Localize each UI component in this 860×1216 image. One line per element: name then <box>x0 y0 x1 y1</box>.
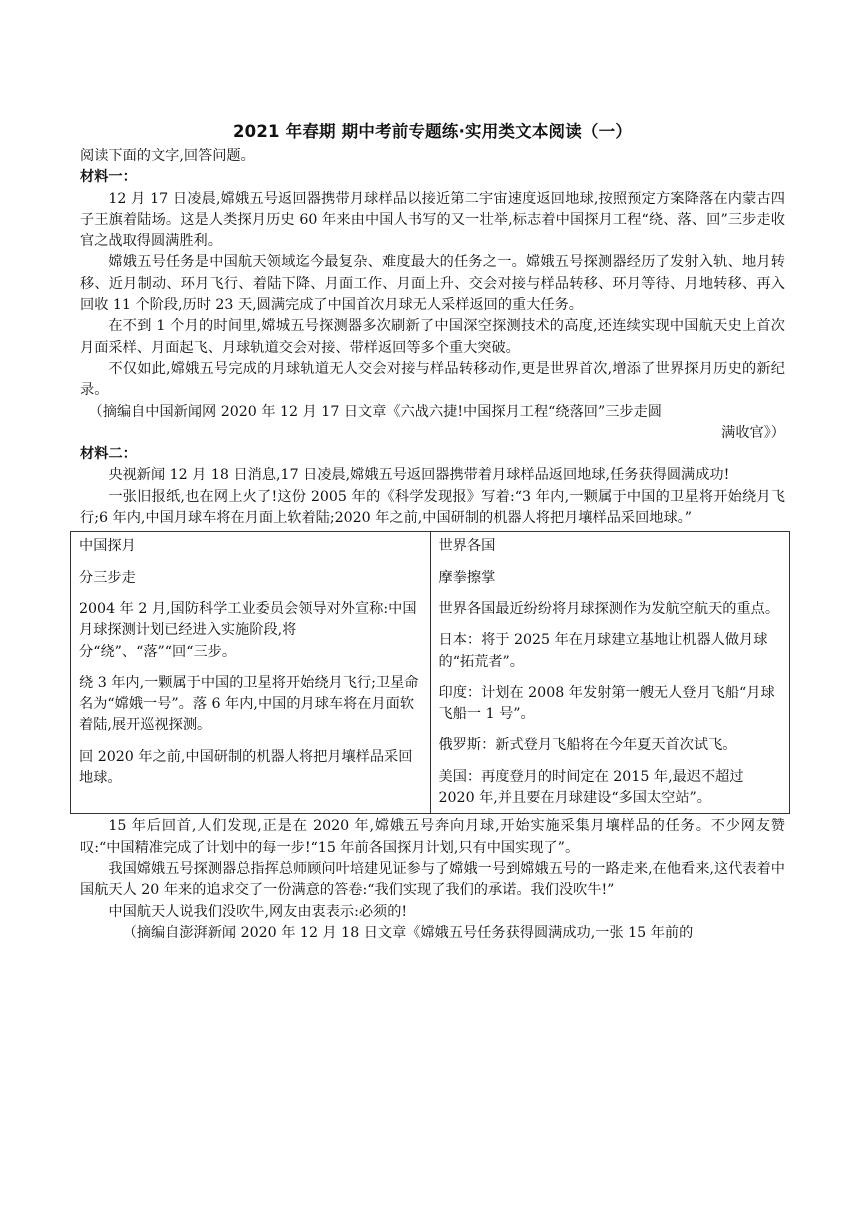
comparison-table <box>70 531 790 814</box>
cell-text: 中国探月 <box>79 538 136 555</box>
cell-text: 世界各国最近纷纷将月球探测作为发航空航天的重点。 <box>438 600 780 617</box>
cell-text: 俄罗斯：新式登月飞船将在今年夏天首次试飞。 <box>438 737 737 754</box>
cell-text: 回 2020 年之前,中国研制的机器人将把月壤样品采回地球。 <box>79 748 413 787</box>
cell-text: 世界各国 <box>438 538 496 555</box>
material2-paragraph: 中国航天人说我们没吹牛,网友由衷表示:必须的! <box>108 903 408 920</box>
cell-text: 摩拳擦掌 <box>438 569 496 586</box>
cell-text: 分三步走 <box>79 569 136 586</box>
material1-paragraph: 嫦娥五号任务是中国航天领域迄今最复杂、难度最大的任务之一。嫦娥五号探测器经历了发射入轨、地月转移、近月制动、环月飞行、着陆下降、月面工作、月面上升、交会对接与样品转移、环月等待、月地转移、再入回收 11 个阶段,历时 23 天,圆满完成了中国首次月球无人采样返回的重大任务。 <box>80 254 785 314</box>
material1-source: （摘编自中国新闻网 2020 年 12 月 17 日文章《六战六捷!中国探月工程“绕落回”三步走圆 <box>88 403 662 420</box>
material1-heading: 材料一： <box>80 169 137 186</box>
table-cell-china <box>71 532 431 814</box>
material2-source: （摘编自澎湃新闻 2020 年 12 月 18 日文章《嫦娥五号任务获得圆满成功,一张 15 年前的 <box>122 924 694 941</box>
material1-paragraph: 12 月 17 日凌晨,嫦娥五号返回器携带月球样品以接近第二宇宙速度返回地球,按照预定方案降落在内蒙古四子王旗着陆场。这是人类探月历史 60 年来由中国人书写的又一壮举,标志着中国探月工程“绕、落、回”三步走收官之战取得圆满胜利。 <box>80 190 785 250</box>
material1-paragraph: 不仅如此,嫦娥五号完成的月球轨道无人交会对接与样品转移动作,更是世界首次,增添了世界探月历史的新纪录。 <box>80 360 785 399</box>
cell-text: 日本：将于 2025 年在月球建立基地让机器人做月球的“拓荒者”。 <box>438 632 768 670</box>
table-cell-world <box>430 532 790 814</box>
document-title: 2021 年春期 期中考前专题练·实用类文本阅读（一） <box>232 122 633 141</box>
cell-text: 印度：计划在 2008 年发射第一艘无人登月飞船“月球飞船一 1 号”。 <box>438 684 775 723</box>
cell-text: 美国：再度登月的时间定在 2015 年,最迟不超过 2020 年,并且要在月球建设“多国太空站”。 <box>438 768 744 807</box>
material2-heading: 材料二： <box>80 446 137 463</box>
material1-paragraph: 在不到 1 个月的时间里,嫦城五号探测器多次刷新了中国深空探测技术的高度,还连续实现中国航天史上首次月面采样、月面起飞、月球轨道交会对接、带样返回等多个重大突破。 <box>80 318 785 356</box>
material2-paragraph: 15 年后回首,人们发现,正是在 2020 年,嫦娥五号奔向月球,开始实施采集月壤样品的任务。不少网友赞叹:“中国精准完成了计划中的每一步!“15 年前各国探月计划,只有中国实现了”。 <box>80 818 785 856</box>
material1-source-end: 满收官》） <box>721 424 785 441</box>
cell-text: 绕 3 年内,一颗属于中国的卫星将开始绕月飞行;卫星命名为“嫦娥一号”。落 6 年内,中国的月球车将在月面软着陆,展开巡视探测。 <box>79 674 419 734</box>
material2-paragraph: 我国嫦娥五号探测器总指挥总师顾问叶培建见证参与了嫦娥一号到嫦娥五号的一路走来,在他看来,这代表着中国航天人 20 年来的追求交了一份满意的答卷:“我们实现了我们的承诺。我们没吹牛!” <box>80 860 785 899</box>
intro-instruction: 阅读下面的文字,回答问题。 <box>80 148 255 164</box>
material2-paragraph: 央视新闻 12 月 18 日消息,17 日凌晨,嫦娥五号返回器携带着月球样品返回地球,任务获得圆满成功! <box>108 467 730 484</box>
material2-paragraph: 一张旧报纸,也在网上火了!这份 2005 年的《科学发现报》写着:“3 年内,一颗属于中国的卫星将开始绕月飞行;6 年内,中国月球车将在月面上软着陆;2020 年之前,中国研制的机器人将把月壤样品采回地球。” <box>80 488 785 527</box>
cell-text: 2004 年 2 月,国防科学工业委员会领导对外宣称:中国月球探测计划已经进入实施阶段,将分“绕”、“落”“回“三步。 <box>79 600 417 660</box>
document-page <box>80 118 785 944</box>
